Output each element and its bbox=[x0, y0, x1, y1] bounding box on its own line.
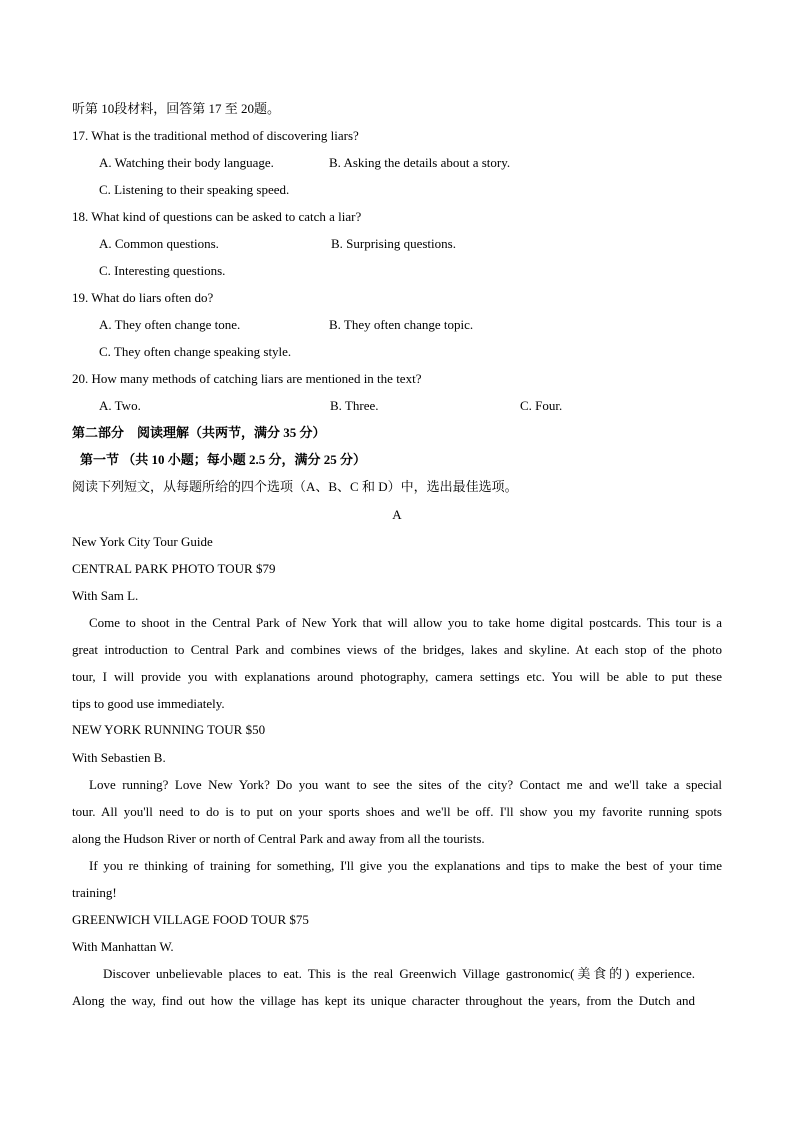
question-20-option-a: A. Two. bbox=[99, 398, 141, 413]
tour1-heading: CENTRAL PARK PHOTO TOUR $79 bbox=[72, 561, 276, 576]
tour2-guide: With Sebastien B. bbox=[72, 750, 166, 765]
tour1-line: tour, I will provide you with explanations around photography, camera settings etc. You will be able to put these bbox=[72, 669, 722, 684]
tour2-line: along the Hudson River or north of Central Park and away from all the tourists. bbox=[72, 831, 485, 846]
tour1-line: tips to good use immediately. bbox=[72, 696, 225, 711]
passage-title: New York City Tour Guide bbox=[72, 534, 213, 549]
tour2-line: training! bbox=[72, 885, 117, 900]
tour3-line: Along the way, find out how the village has kept its unique character throughout the years, from the Dutch and bbox=[72, 993, 695, 1008]
tour1-line: Come to shoot in the Central Park of New York that will allow you to take home digital postcards. This tour is a bbox=[89, 615, 722, 630]
question-17-option-b: B. Asking the details about a story. bbox=[329, 155, 511, 170]
tour3-guide: With Manhattan W. bbox=[72, 939, 174, 954]
question-17-option-c: C. Listening to their speaking speed. bbox=[99, 182, 290, 197]
part2-title: 第二部分 阅读理解（共两节，满分 35 分） bbox=[72, 425, 326, 440]
tour2-heading: NEW YORK RUNNING TOUR $50 bbox=[72, 722, 266, 737]
question-20-option-b: B. Three. bbox=[330, 398, 379, 413]
question-19-option-c: C. They often change speaking style. bbox=[99, 344, 292, 359]
passage-letter: A bbox=[392, 507, 402, 522]
question-18-stem: 18. What kind of questions can be asked to catch a liar? bbox=[72, 209, 362, 224]
listening-instruction: 听第 10段材料，回答第 17 至 20题。 bbox=[72, 101, 281, 116]
tour3-heading: GREENWICH VILLAGE FOOD TOUR $75 bbox=[72, 912, 309, 927]
tour2-line: Love running? Love New York? Do you want to see the sites of the city? Contact me and we'll take a special bbox=[89, 777, 722, 792]
tour2-line: If you re thinking of training for something, I'll give you the explanations and tips to make the best of your time bbox=[89, 858, 722, 873]
tour3-line: Discover unbelievable places to eat. This is the real Greenwich Village gastronomic(美食的) experience. bbox=[103, 966, 695, 981]
question-20-stem: 20. How many methods of catching liars are mentioned in the text? bbox=[72, 371, 422, 386]
question-19-option-a: A. They often change tone. bbox=[99, 317, 241, 332]
tour1-line: great introduction to Central Park and combines views of the bridges, lakes and skyline. At each stop of the photo bbox=[72, 642, 722, 657]
question-18-option-b: B. Surprising questions. bbox=[331, 236, 456, 251]
question-18-option-a: A. Common questions. bbox=[99, 236, 219, 251]
question-19-stem: 19. What do liars often do? bbox=[72, 290, 214, 305]
question-18-option-c: C. Interesting questions. bbox=[99, 263, 226, 278]
reading-instruction: 阅读下列短文，从每题所给的四个选项（A、B、C 和 D）中，选出最佳选项。 bbox=[72, 479, 518, 494]
tour2-line: tour. All you'll need to do is to put on your sports shoes and we'll be off. I'll show you my favorite running spots bbox=[72, 804, 722, 819]
question-20-option-c: C. Four. bbox=[520, 398, 563, 413]
question-19-option-b: B. They often change topic. bbox=[329, 317, 474, 332]
tour1-guide: With Sam L. bbox=[72, 588, 139, 603]
question-17-option-a: A. Watching their body language. bbox=[99, 155, 274, 170]
question-17-stem: 17. What is the traditional method of discovering liars? bbox=[72, 128, 359, 143]
section1-title: 第一节 （共 10 小题；每小题 2.5 分，满分 25 分） bbox=[80, 452, 367, 467]
